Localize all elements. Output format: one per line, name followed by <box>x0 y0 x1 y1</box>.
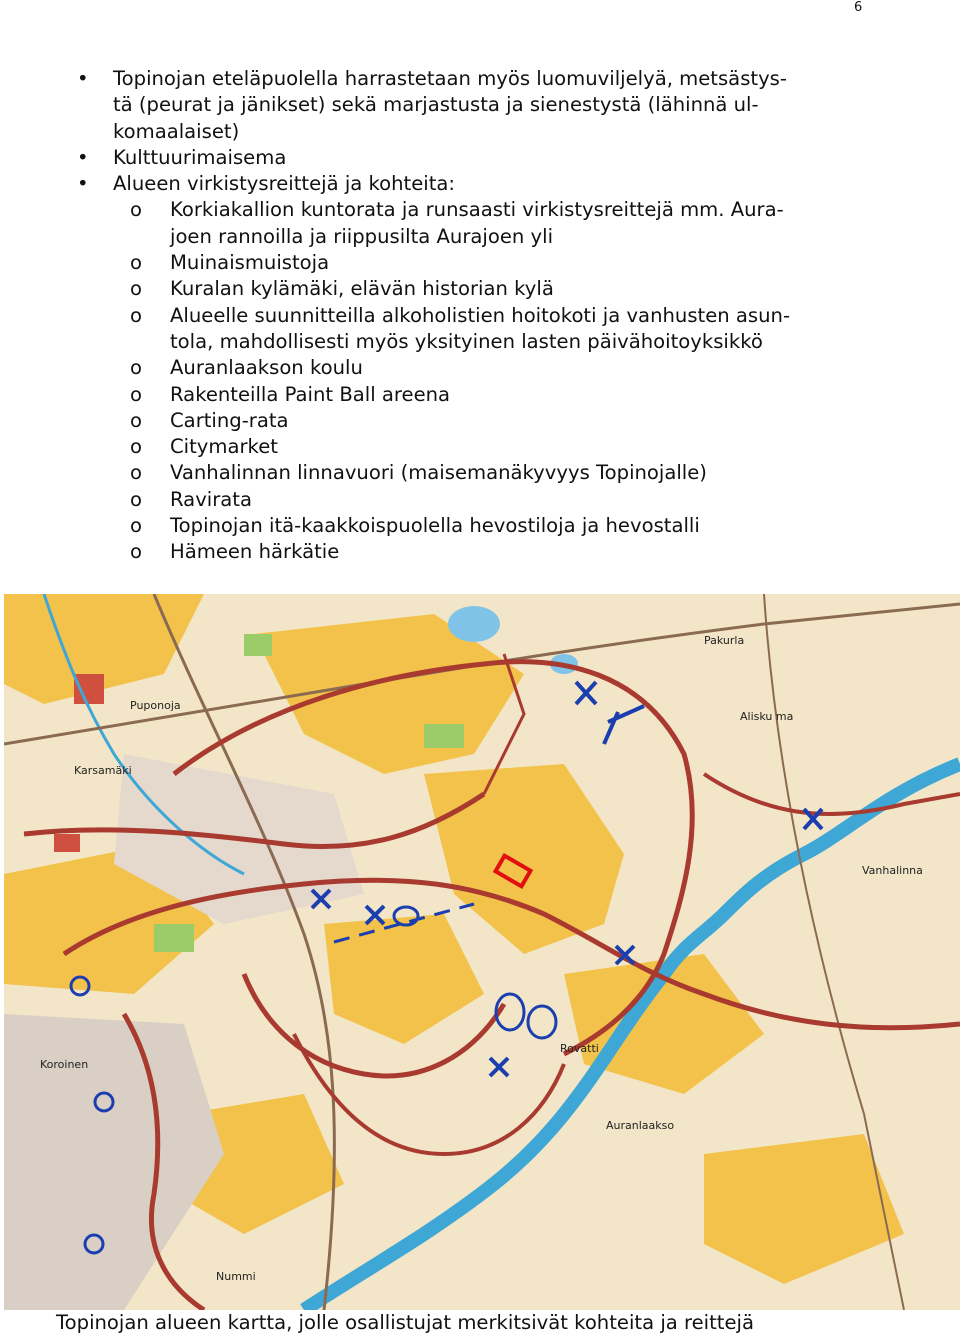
text-line: Topinojan itä-kaakkoispuolella hevostiloja ja hevostalli <box>170 514 700 538</box>
bullet-item <box>0 171 960 197</box>
bullet-marker: • <box>77 172 89 196</box>
text-line: Citymarket <box>170 435 278 459</box>
sub-marker: o <box>130 540 142 564</box>
text-line: Auranlaakson koulu <box>170 356 363 380</box>
sub-item <box>0 276 960 302</box>
sub-marker: o <box>130 487 142 511</box>
map-image <box>4 594 960 1310</box>
sub-marker: o <box>130 277 142 301</box>
sub-item <box>0 250 960 276</box>
text-line: Rakenteilla Paint Ball areena <box>170 382 451 406</box>
sub-item <box>0 460 960 486</box>
page-number: 6 <box>854 0 863 15</box>
map-drawing <box>4 594 960 1310</box>
sub-item <box>0 487 960 513</box>
map-label: Alisku ma <box>740 710 794 723</box>
sub-item <box>0 434 960 460</box>
bullet-marker: • <box>77 145 89 169</box>
map-label: Rovatti <box>560 1042 599 1055</box>
sub-item <box>0 303 960 356</box>
map-label: Karsamäki <box>74 764 132 777</box>
sub-marker: o <box>130 356 142 380</box>
park-area <box>154 924 194 952</box>
text-line: joen rannoilla ja riippusilta Aurajoen yli <box>170 224 554 248</box>
map-label: Vanhalinna <box>862 864 923 877</box>
text-line: Alueelle suunnitteilla alkoholistien hoitokoti ja vanhusten asun- <box>170 303 791 327</box>
sub-marker: o <box>130 303 142 327</box>
bullet-marker: • <box>77 67 89 90</box>
sub-marker: o <box>130 461 142 485</box>
text-line: Alueen virkistysreittejä ja kohteita: <box>113 172 456 196</box>
sub-marker: o <box>130 198 142 222</box>
text-line: Kuralan kylämäki, elävän historian kylä <box>170 277 554 301</box>
text-line: Vanhalinnan linnavuori (maisemanäkyvyys Topinojalle) <box>170 461 707 485</box>
figure-caption: Topinojan alueen kartta, jolle osallistujat merkitsivät kohteita ja reittejä <box>56 1311 754 1334</box>
sub-marker: o <box>130 435 142 459</box>
sub-item <box>0 355 960 381</box>
sub-marker: o <box>130 251 142 275</box>
text-line: Muinaismuistoja <box>170 251 330 275</box>
body-text <box>0 66 960 566</box>
text-line: Ravirata <box>170 487 252 511</box>
sub-marker: o <box>130 514 142 538</box>
map-label: Nummi <box>216 1270 256 1283</box>
text-line: Korkiakallion kuntorata ja runsaasti virkistysreittejä mm. Aura- <box>170 198 784 222</box>
map-label: Pakurla <box>704 634 745 647</box>
sub-item <box>0 382 960 408</box>
sub-item <box>0 539 960 565</box>
building <box>74 674 104 704</box>
sub-item <box>0 408 960 434</box>
text-line: Hämeen härkätie <box>170 540 340 564</box>
text-line: tä (peurat ja jänikset) sekä marjastusta ja sienestystä (lähinnä ul- <box>113 93 759 117</box>
park-area <box>424 724 464 748</box>
text-line: Kulttuurimaisema <box>113 145 287 169</box>
text-line: Topinojan eteläpuolella harrastetaan myös luomuviljelyä, metsästys- <box>113 67 787 90</box>
text-line: komaalaiset) <box>113 119 240 143</box>
bullet-item <box>0 66 960 145</box>
sub-marker: o <box>130 382 142 406</box>
map-label: Auranlaakso <box>606 1119 675 1132</box>
park-area <box>244 634 272 656</box>
sub-item <box>0 197 960 250</box>
sub-item <box>0 513 960 539</box>
map-label: Puponoja <box>130 699 181 712</box>
map-label: Koroinen <box>40 1058 89 1071</box>
lake <box>448 606 500 642</box>
building <box>54 834 80 852</box>
bullet-item <box>0 145 960 171</box>
sub-marker: o <box>130 408 142 432</box>
text-line: Carting-rata <box>170 408 289 432</box>
text-line: tola, mahdollisesti myös yksityinen lasten päivähoitoyksikkö <box>170 329 763 353</box>
